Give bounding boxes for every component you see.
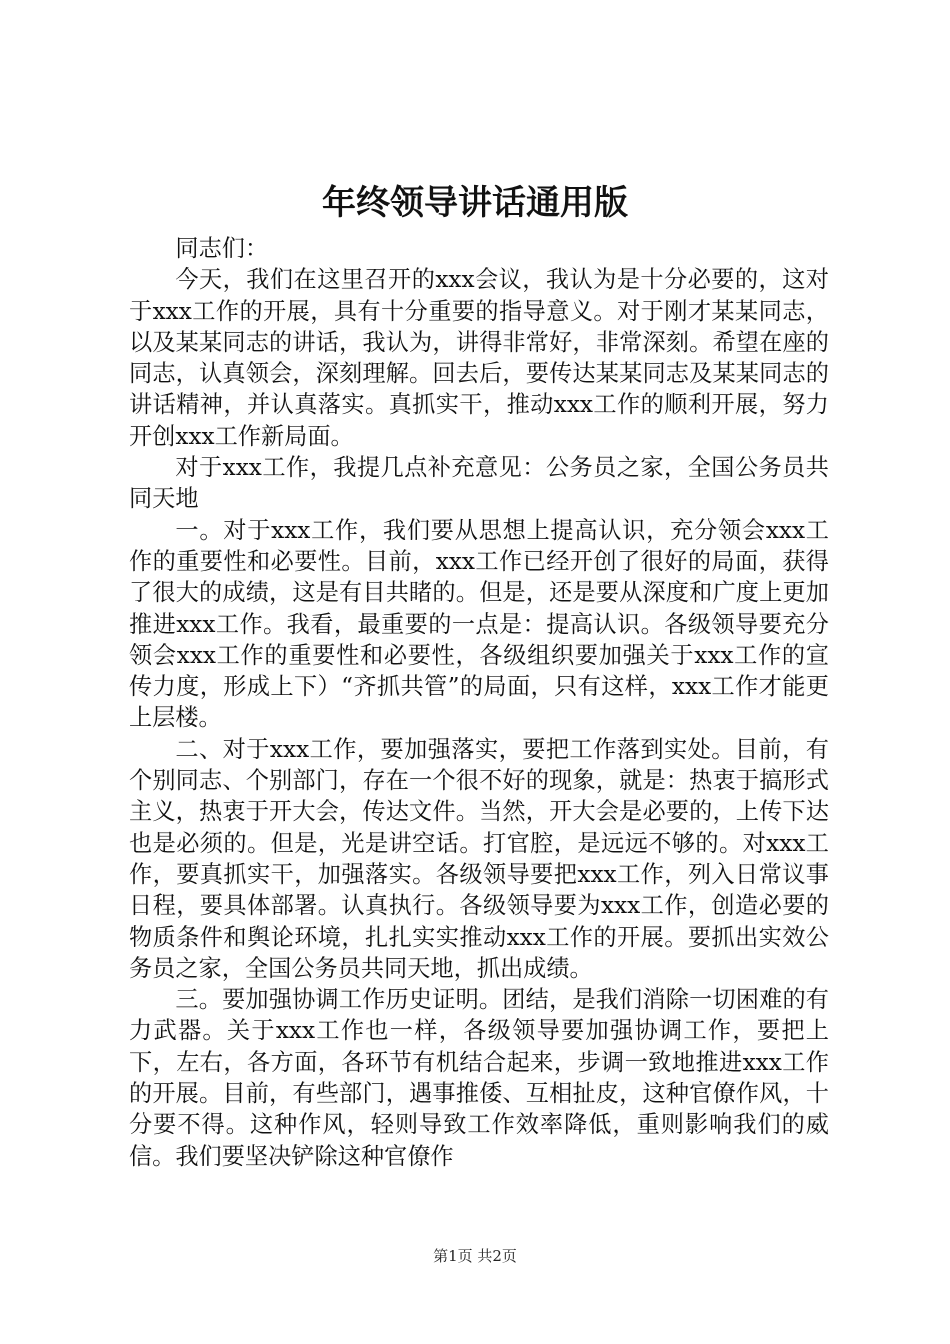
document-body: [129, 233, 829, 1172]
paragraph-point-three: 三。要加强协调工作历史证明。团结，是我们消除一切困难的有力武器。关于xxx工作也一样，各级领导要加强协调工作，要把上下，左右，各方面，各环节有机结合起来，步调一致地推进xxx工作的开展。目前，有些部门，遇事推倭、互相扯皮，这种官僚作风，十分要不得。这种作风，轻则导致工作效率降低，重则影响我们的威信。我们要坚决铲除这种官僚作: [129, 986, 829, 1170]
paragraph-point-one: 一。对于xxx工作，我们要从思想上提高认识，充分领会xxx工作的重要性和必要性。目前，xxx工作已经开创了很好的局面，获得了很大的成绩，这是有目共睹的。但是，还是要从深度和广度上更加推进xxx工作。我看，最重要的一点是：提高认识。各级领导要充分领会xxx工作的重要性和必要性，各级组织要加强关于xxx工作的宣传力度，形成上下）“齐抓共管”的局面，只有这样，xxx工作才能更上层楼。: [129, 516, 829, 732]
paragraph-supplement: 对于xxx工作，我提几点补充意见：公务员之家，全国公务员共同天地: [129, 454, 829, 513]
paragraph-intro: 今天，我们在这里召开的xxx会议，我认为是十分必要的，这对于xxx工作的开展，具有十分重要的指导意义。对于刚才某某同志，以及某某同志的讲话，我认为，讲得非常好，非常深刻。希望在座的同志，认真领会，深刻理解。回去后，要传达某某同志及某某同志的讲话精神，并认真落实。真抓实干，推动xxx工作的顺利开展，努力开创xxx工作新局面。: [129, 266, 829, 450]
page-number-footer: 第1页 共2页: [433, 1247, 517, 1265]
document-title: 年终领导讲话通用版: [322, 183, 628, 223]
salutation: 同志们：: [175, 235, 269, 262]
paragraph-point-two: 二、对于xxx工作，要加强落实，要把工作落到实处。目前，有个别同志、个别部门，存在一个很不好的现象，就是：热衷于搞形式主义，热衷于开大会，传达文件。当然，开大会是必要的，上传下达也是必须的。但是，光是讲空话。打官腔，是远远不够的。对xxx工作，要真抓实干，加强落实。各级领导要把xxx工作，列入日常议事日程，要具体部署。认真执行。各级领导要为xxx工作，创造必要的物质条件和舆论环境，扎扎实实推动xxx工作的开展。要抓出实效公务员之家，全国公务员共同天地，抓出成绩。: [129, 735, 829, 982]
